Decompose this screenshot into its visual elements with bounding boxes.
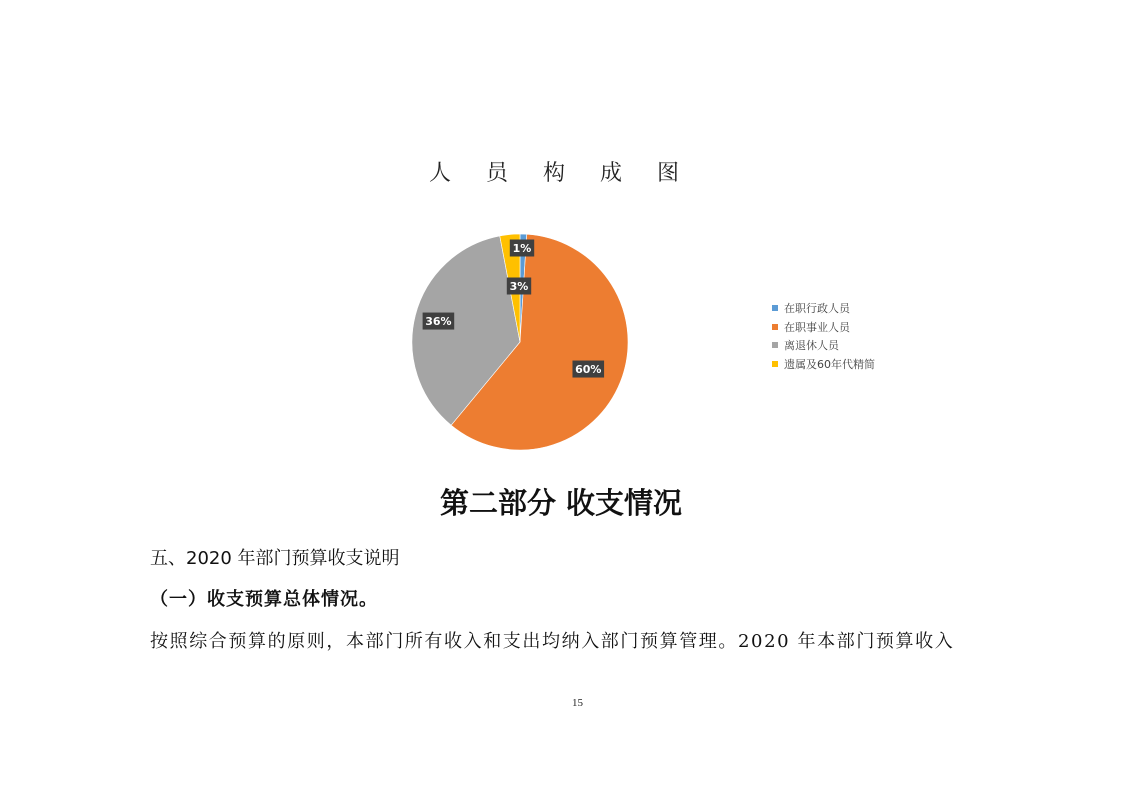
- pie-data-label: [507, 278, 531, 295]
- legend-swatch: [772, 361, 778, 367]
- svg-text:60%: 60%: [575, 363, 602, 377]
- item-heading: 五、2020 年部门预算收支说明: [150, 548, 400, 569]
- body-paragraph: 按照综合预算的原则，本部门所有收入和支出均纳入部门预算管理。2020 年本部门预算收入: [150, 631, 955, 652]
- legend-item: [772, 299, 890, 318]
- section-heading: 第二部分 收支情况: [439, 486, 683, 520]
- legend-item: [772, 318, 890, 337]
- legend-swatch: [772, 305, 778, 311]
- legend-swatch: [772, 324, 778, 330]
- sub-heading: （一）收支预算总体情况。: [150, 589, 378, 610]
- chart-legend: [772, 299, 890, 373]
- legend-label: 在职行政人员: [784, 302, 850, 316]
- legend-label: 离退休人员: [784, 339, 839, 353]
- pie-data-label: [510, 240, 534, 257]
- svg-text:1%: 1%: [512, 242, 532, 255]
- pie-data-label: [423, 313, 455, 330]
- legend-swatch: [772, 342, 778, 348]
- page-number: 15: [572, 697, 583, 709]
- svg-text:36%: 36%: [425, 315, 452, 329]
- chart-title: 人 员 构 成 图: [429, 161, 693, 186]
- legend-item: [772, 336, 890, 355]
- svg-text:3%: 3%: [509, 280, 529, 293]
- legend-label: 遗属及60年代精简: [784, 357, 875, 371]
- legend-label: 在职事业人员: [784, 320, 850, 334]
- legend-item: [772, 355, 890, 374]
- pie-chart: [400, 225, 640, 460]
- pie-data-label: [572, 361, 604, 378]
